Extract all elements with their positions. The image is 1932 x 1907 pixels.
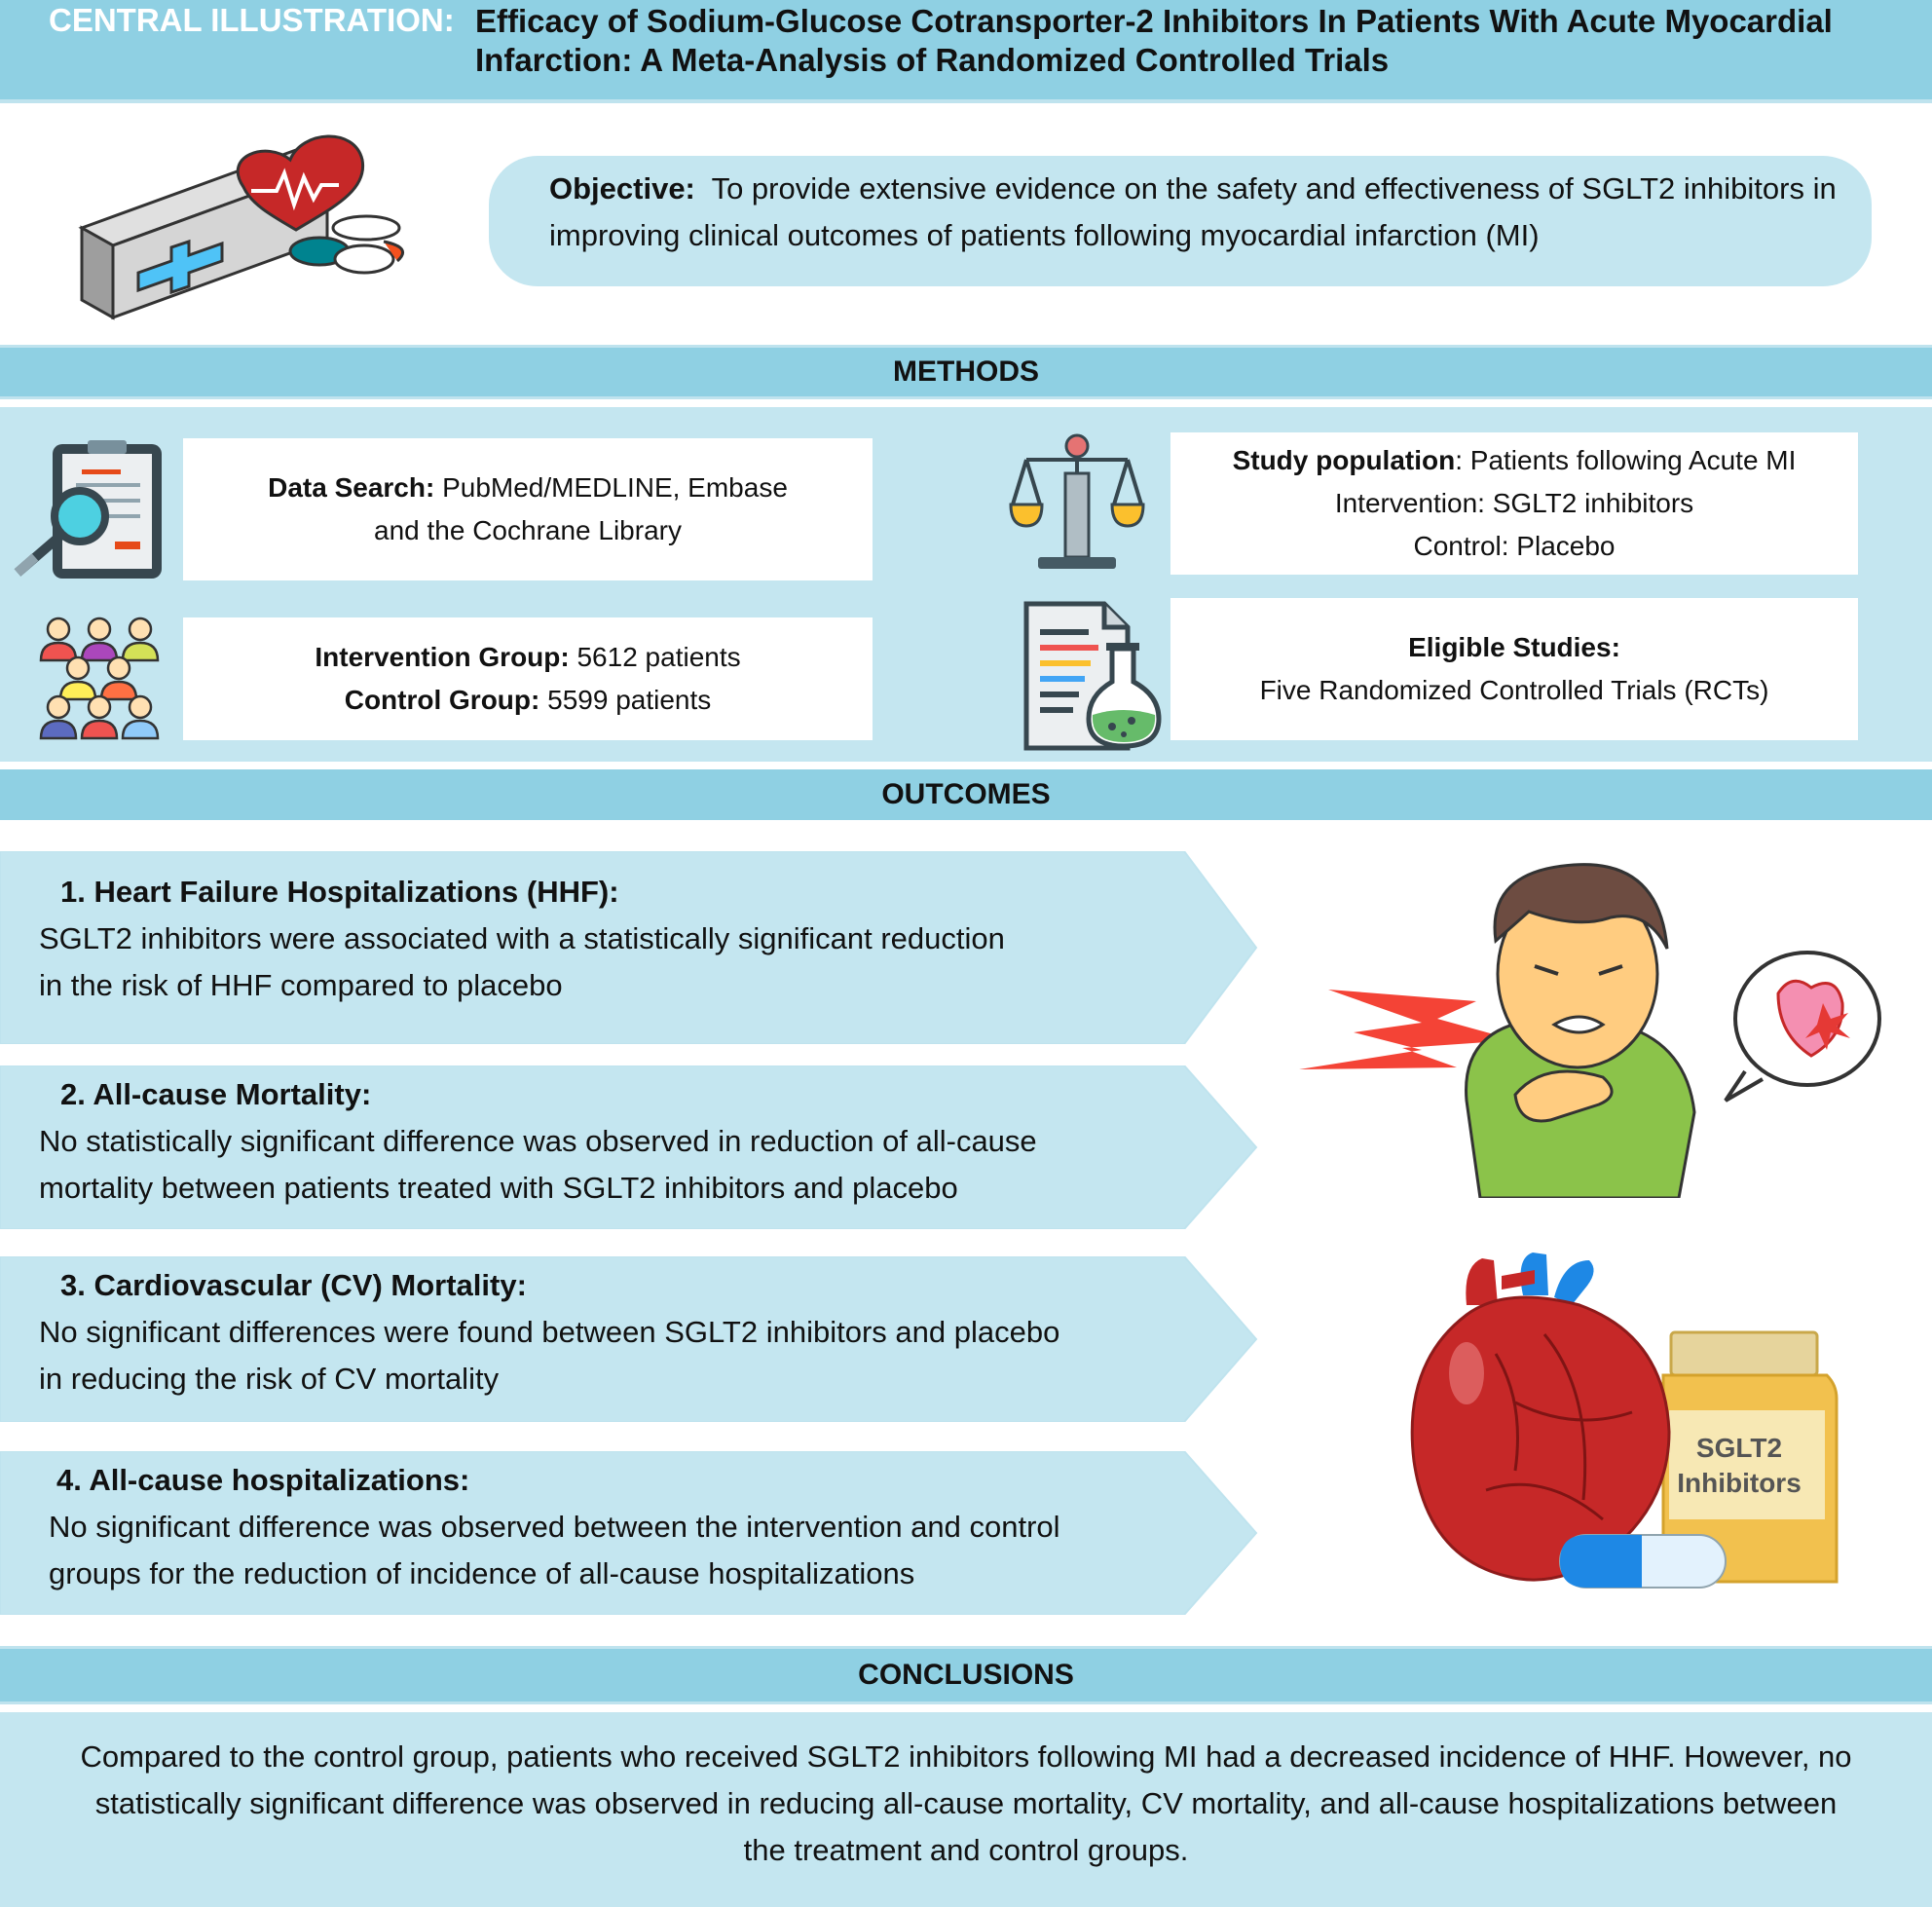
outcome-item-4 bbox=[0, 1451, 1258, 1615]
population-intervention: Intervention: SGLT2 inhibitors bbox=[1334, 488, 1694, 518]
conclusions-title: CONCLUSIONS bbox=[858, 1659, 1074, 1691]
methods-band bbox=[0, 345, 1932, 399]
outcome-item-1 bbox=[0, 851, 1258, 1044]
data-search-label: Data Search: bbox=[268, 472, 435, 503]
eligible-studies-text: Five Randomized Controlled Trials (RCTs) bbox=[1259, 675, 1769, 705]
conclusion-line: the treatment and control groups. bbox=[743, 1833, 1189, 1867]
page-title: Efficacy of Sodium-Glucose Cotransporter-2 Inhibitors In Patients With Acute Myocardial Infarction: A Meta-Analysis of Randomized Controlled Trials bbox=[475, 3, 1833, 78]
clipboard-search-icon bbox=[8, 440, 173, 582]
heart-and-pill-bottle-icon bbox=[1408, 1247, 1842, 1597]
study-population-text: : Patients following Acute MI bbox=[1455, 445, 1797, 475]
outcome-heading: 4. All-cause hospitalizations: bbox=[56, 1463, 470, 1497]
outcome-line: No significant difference was observed between the intervention and control bbox=[49, 1510, 1060, 1544]
control-group-label: Control Group: bbox=[344, 685, 540, 715]
conclusion-line: Compared to the control group, patients who received SGLT2 inhibitors following MI had a decreased incidence of HHF. However, no bbox=[80, 1739, 1852, 1774]
outcome-heading: 3. Cardiovascular (CV) Mortality: bbox=[60, 1268, 527, 1302]
data-search-text2: and the Cochrane Library bbox=[374, 515, 682, 545]
population-control: Control: Placebo bbox=[1413, 531, 1616, 561]
outcome-line: in reducing the risk of CV mortality bbox=[39, 1362, 500, 1396]
chest-pain-man-icon bbox=[1285, 857, 1883, 1198]
conclusions-text bbox=[0, 1712, 1932, 1907]
data-search-text: PubMed/MEDLINE, Embase bbox=[442, 472, 788, 503]
methods-title: METHODS bbox=[893, 355, 1039, 388]
outcome-line: groups for the reduction of incidence of all-cause hospitalizations bbox=[49, 1556, 915, 1590]
outcome-item-3 bbox=[0, 1256, 1258, 1422]
eligible-studies-box bbox=[1170, 598, 1858, 740]
outcome-line: mortality between patients treated with SGLT2 inhibitors and placebo bbox=[39, 1171, 958, 1205]
outcomes-band bbox=[0, 769, 1932, 820]
outcome-heading: 1. Heart Failure Hospitalizations (HHF): bbox=[60, 875, 619, 909]
bottle-label-1: SGLT2 bbox=[1695, 1433, 1783, 1463]
header-band bbox=[0, 0, 1932, 103]
bottle-label-2: Inhibitors bbox=[1677, 1468, 1802, 1498]
outcomes-title: OUTCOMES bbox=[881, 778, 1051, 810]
people-group-icon bbox=[39, 614, 162, 740]
outcome-heading: 2. All-cause Mortality: bbox=[60, 1077, 372, 1111]
outcome-line: in the risk of HHF compared to placebo bbox=[39, 968, 563, 1002]
outcome-line: SGLT2 inhibitors were associated with a statistically significant reduction bbox=[39, 921, 1005, 955]
header-lead: CENTRAL ILLUSTRATION: bbox=[49, 2, 455, 38]
methods-area bbox=[0, 407, 1932, 762]
outcome-line: No statistically significant difference was observed in reduction of all-cause bbox=[39, 1124, 1037, 1158]
research-document-icon bbox=[1022, 600, 1165, 754]
outcome-item-2 bbox=[0, 1066, 1258, 1229]
conclusions-band bbox=[0, 1646, 1932, 1704]
study-population-label: Study population bbox=[1232, 445, 1456, 475]
groups-box bbox=[183, 617, 873, 740]
objective-box bbox=[489, 156, 1872, 286]
intervention-group-value: 5612 patients bbox=[576, 642, 741, 672]
outcome-line: No significant differences were found between SGLT2 inhibitors and placebo bbox=[39, 1315, 1060, 1349]
objective-text: To provide extensive evidence on the safety and effectiveness of SGLT2 inhibitors in improving clinical outcomes of patients following myocardial infarction (MI) bbox=[549, 171, 1837, 252]
data-search-box bbox=[183, 438, 873, 580]
study-population-box bbox=[1170, 432, 1858, 575]
medicine-box-icon bbox=[76, 127, 427, 321]
eligible-studies-label: Eligible Studies: bbox=[1408, 632, 1620, 662]
intervention-group-label: Intervention Group: bbox=[315, 642, 570, 672]
balance-scale-icon bbox=[1009, 430, 1145, 575]
control-group-value: 5599 patients bbox=[547, 685, 712, 715]
conclusion-line: statistically significant difference was observed in reducing all-cause mortality, CV mortality, and all-cause hospitalizations between bbox=[94, 1786, 1838, 1820]
objective-label: Objective: bbox=[549, 171, 695, 206]
